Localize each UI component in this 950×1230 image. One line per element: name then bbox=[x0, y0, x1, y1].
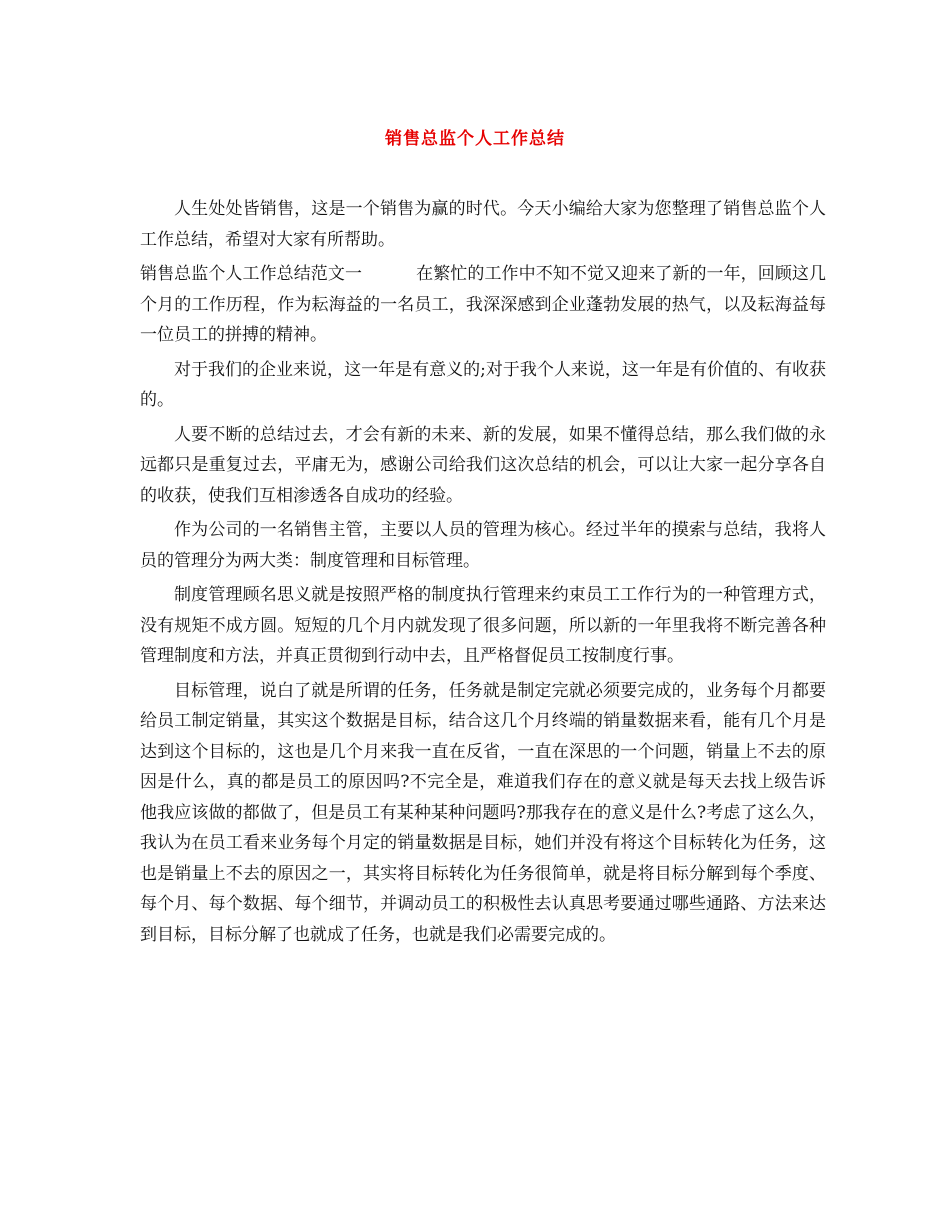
body-paragraph-2: 人要不断的总结过去，才会有新的未来、新的发展，如果不懂得总结，那么我们做的永远都只是重复过去，平庸无为，感谢公司给我们这次总结的机会，可以让大家一起分享各自的收获，使我们互相渗透各自成功的经验。 bbox=[140, 424, 826, 506]
sample-paragraph bbox=[140, 259, 826, 351]
document-body bbox=[140, 194, 826, 954]
sample-heading: 销售总监个人工作总结范文一 bbox=[140, 264, 363, 284]
body-paragraph-1: 对于我们的企业来说，这一年是有意义的;对于我个人来说，这一年是有价值的、有收获的。 bbox=[140, 359, 826, 410]
document-title: 销售总监个人工作总结 bbox=[385, 129, 565, 149]
intro-paragraph: 人生处处皆销售，这是一个销售为赢的时代。今天小编给大家为您整理了销售总监个人工作总结，希望对大家有所帮助。 bbox=[140, 199, 826, 250]
body-paragraph-3: 作为公司的一名销售主管，主要以人员的管理为核心。经过半年的摸索与总结，我将人员的管理分为两大类：制度管理和目标管理。 bbox=[140, 520, 826, 571]
sample-first-text: 在繁忙的工作中不知不觉又迎来了新的一年，回顾这几个月的工作历程，作为耘海益的一名员工，我深深感到企业蓬勃发展的热气，以及耘海益每一位员工的拼搏的精神。 bbox=[140, 264, 827, 345]
body-paragraph-5: 目标管理，说白了就是所谓的任务，任务就是制定完就必须要完成的，业务每个月都要给员工制定销量，其实这个数据是目标，结合这几个月终端的销量数据来看，能有几个月是达到这个目标的，这也是几个月来我一直在反省，一直在深思的一个问题，销量上不去的原因是什么，真的都是员工的原因吗?不完全是，难道我们存在的意义就是每天去找上级告诉他我应该做的都做了，但是员工有某种某种问题吗?那我存在的意义是什么?考虑了这么久，我认为在员工看来业务每个月定的销量数据是目标，她们并没有将这个目标转化为任务，这也是销量上不去的原因之一，其实将目标转化为任务很简单，就是将目标分解到每个季度、每个月、每个数据、每个细节，并调动员工的积极性去认真思考要通过哪些通路、方法来达到目标，目标分解了也就成了任务，也就是我们必需要完成的。 bbox=[140, 680, 826, 945]
body-paragraph-4: 制度管理顾名思义就是按照严格的制度执行管理来约束员工工作行为的一种管理方式，没有规矩不成方圆。短短的几个月内就发现了很多问题，所以新的一年里我将不断完善各种管理制度和方法，并真正贯彻到行动中去，且严格督促员工按制度行事。 bbox=[140, 585, 826, 666]
